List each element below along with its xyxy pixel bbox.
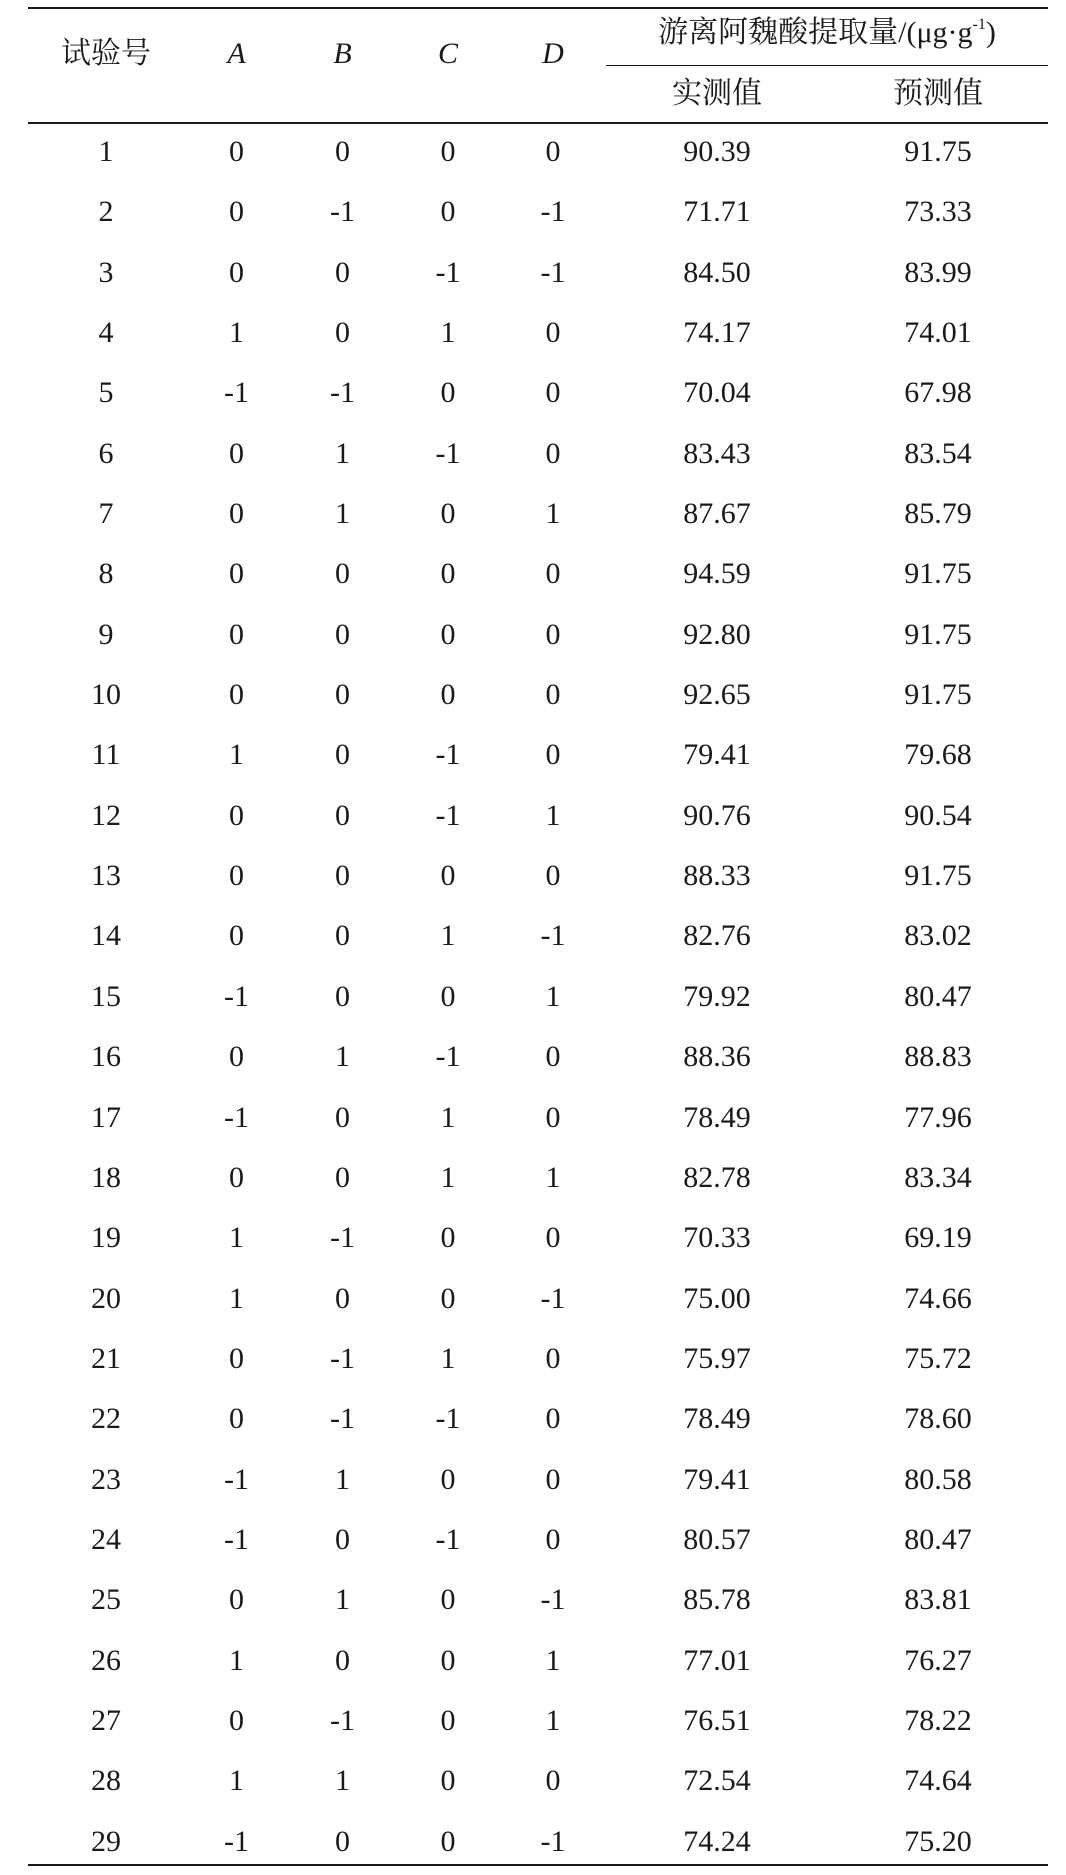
cell-factor-c: 0 — [440, 979, 456, 1013]
cell-factor-a: 0 — [229, 617, 244, 651]
cell-factor-b: 0 — [335, 557, 350, 591]
header-group-text: 游离阿魏酸提取量/(μg·g — [658, 16, 973, 49]
cell-measured-value: 71.71 — [683, 195, 751, 229]
cell-factor-a: 1 — [229, 1764, 244, 1798]
cell-factor-a: 0 — [229, 678, 244, 712]
header-group-rule — [606, 65, 1048, 66]
cell-factor-c: -1 — [435, 1402, 461, 1436]
table-row — [28, 605, 1048, 665]
cell-predicted-value: 91.75 — [904, 617, 972, 651]
header-measured-value: 实测值 — [672, 77, 762, 110]
cell-factor-c: 0 — [440, 1281, 456, 1315]
cell-factor-a: 1 — [229, 1643, 244, 1677]
cell-factor-b: 0 — [335, 1160, 350, 1194]
cell-measured-value: 94.59 — [683, 557, 751, 591]
cell-trial-number: 23 — [91, 1462, 121, 1496]
cell-trial-number: 22 — [91, 1402, 121, 1436]
table-row — [28, 846, 1048, 906]
cell-factor-c: 0 — [440, 135, 456, 168]
cell-trial-number: 26 — [91, 1643, 121, 1677]
cell-factor-a: 0 — [229, 919, 244, 953]
cell-trial-number: 8 — [98, 557, 114, 591]
table-row — [28, 1812, 1048, 1872]
cell-factor-b: -1 — [330, 1703, 355, 1737]
cell-factor-a: -1 — [224, 1522, 249, 1556]
cell-factor-a: 1 — [229, 316, 244, 350]
cell-measured-value: 72.54 — [683, 1764, 751, 1798]
cell-predicted-value: 91.75 — [904, 135, 972, 168]
cell-factor-a: 0 — [229, 859, 244, 893]
cell-factor-c: -1 — [435, 738, 461, 772]
cell-factor-d: 0 — [545, 678, 561, 712]
cell-trial-number: 24 — [91, 1522, 121, 1556]
cell-factor-d: 0 — [545, 1040, 561, 1074]
cell-factor-b: 0 — [335, 1100, 350, 1134]
cell-measured-value: 79.41 — [683, 738, 751, 772]
cell-factor-d: 0 — [545, 859, 561, 893]
cell-predicted-value: 69.19 — [904, 1221, 972, 1255]
table-row — [28, 906, 1048, 966]
header-ferulic-acid-yield — [606, 17, 1048, 48]
cell-factor-c: 0 — [440, 1643, 456, 1677]
cell-factor-a: 1 — [229, 1281, 244, 1315]
table-row — [28, 665, 1048, 725]
cell-factor-b: 0 — [335, 255, 350, 289]
cell-factor-d: -1 — [540, 1583, 566, 1617]
cell-factor-d: 0 — [545, 738, 561, 772]
cell-factor-d: 0 — [545, 617, 561, 651]
cell-factor-b: 1 — [335, 1040, 350, 1074]
cell-measured-value: 87.67 — [683, 497, 751, 531]
table-row — [28, 1631, 1048, 1691]
cell-trial-number: 17 — [91, 1100, 121, 1134]
cell-factor-c: -1 — [435, 1522, 461, 1556]
header-trial-number: 试验号 — [61, 37, 151, 70]
cell-factor-b: 0 — [335, 859, 350, 893]
table-row — [28, 1570, 1048, 1630]
header-predicted-value: 预测值 — [893, 77, 983, 110]
cell-trial-number: 27 — [91, 1703, 121, 1737]
table-row — [28, 725, 1048, 785]
cell-factor-b: -1 — [330, 1341, 355, 1375]
cell-predicted-value: 80.47 — [904, 979, 972, 1013]
cell-factor-a: 0 — [229, 798, 244, 832]
cell-trial-number: 7 — [98, 497, 114, 531]
cell-measured-value: 82.78 — [683, 1160, 751, 1194]
cell-factor-a: 0 — [229, 1160, 244, 1194]
table-row — [28, 182, 1048, 242]
cell-factor-d: -1 — [540, 1824, 566, 1858]
cell-factor-b: 0 — [335, 617, 350, 651]
cell-predicted-value: 78.60 — [904, 1402, 972, 1436]
header-factor-c: C — [437, 37, 458, 70]
cell-trial-number: 3 — [98, 255, 114, 289]
cell-measured-value: 74.24 — [683, 1824, 751, 1858]
cell-factor-c: -1 — [435, 798, 461, 832]
cell-measured-value: 82.76 — [683, 919, 751, 953]
cell-factor-c: 0 — [440, 859, 456, 893]
cell-predicted-value: 74.01 — [904, 316, 972, 350]
cell-factor-a: 0 — [229, 135, 244, 168]
cell-factor-d: -1 — [540, 1281, 566, 1315]
cell-factor-d: 0 — [545, 436, 561, 470]
cell-factor-a: 0 — [229, 497, 244, 531]
cell-factor-a: 0 — [229, 1040, 244, 1074]
cell-factor-d: 0 — [545, 1341, 561, 1375]
cell-factor-c: 1 — [440, 1341, 456, 1375]
cell-factor-c: -1 — [435, 255, 461, 289]
table-row — [28, 786, 1048, 846]
table-row — [28, 1088, 1048, 1148]
cell-factor-b: 0 — [335, 316, 350, 350]
cell-predicted-value: 80.58 — [904, 1462, 972, 1496]
table-row — [28, 303, 1048, 363]
table-row — [28, 363, 1048, 423]
table-row — [28, 1691, 1048, 1751]
cell-trial-number: 20 — [91, 1281, 121, 1315]
table-row — [28, 544, 1048, 604]
cell-measured-value: 79.92 — [683, 979, 751, 1013]
header-factor-d: D — [542, 37, 564, 70]
cell-factor-d: 0 — [545, 1221, 561, 1255]
cell-measured-value: 75.97 — [683, 1341, 751, 1375]
cell-factor-a: 0 — [229, 436, 244, 470]
table-row — [28, 484, 1048, 544]
table-body — [28, 122, 1048, 1872]
cell-measured-value: 92.65 — [683, 678, 751, 712]
cell-predicted-value: 91.75 — [904, 678, 972, 712]
cell-measured-value: 83.43 — [683, 436, 751, 470]
cell-measured-value: 92.80 — [683, 617, 751, 651]
cell-factor-b: -1 — [330, 195, 355, 229]
cell-factor-b: 0 — [335, 1643, 350, 1677]
cell-factor-c: 0 — [440, 678, 456, 712]
cell-factor-b: 0 — [335, 135, 350, 168]
header-factor-a: A — [227, 37, 246, 70]
cell-factor-a: -1 — [224, 1462, 249, 1496]
cell-predicted-value: 79.68 — [904, 738, 972, 772]
cell-factor-c: 0 — [440, 376, 456, 410]
cell-factor-a: 0 — [229, 255, 244, 289]
cell-trial-number: 12 — [91, 798, 121, 832]
cell-factor-c: 0 — [440, 1764, 456, 1798]
cell-trial-number: 28 — [91, 1764, 121, 1798]
cell-measured-value: 70.33 — [683, 1221, 751, 1255]
cell-measured-value: 90.76 — [683, 798, 751, 832]
table-row — [28, 243, 1048, 303]
table-row — [28, 1751, 1048, 1811]
cell-factor-d: 1 — [545, 1643, 561, 1677]
table-row — [28, 1027, 1048, 1087]
cell-factor-b: 0 — [335, 919, 350, 953]
cell-factor-c: 0 — [440, 1462, 456, 1496]
cell-predicted-value: 80.47 — [904, 1522, 972, 1556]
cell-trial-number: 2 — [98, 195, 114, 229]
header-factor-b: B — [333, 37, 352, 70]
cell-trial-number: 21 — [91, 1341, 121, 1375]
cell-predicted-value: 74.66 — [904, 1281, 972, 1315]
cell-predicted-value: 90.54 — [904, 798, 972, 832]
cell-factor-d: 1 — [545, 497, 561, 531]
table-row — [28, 1389, 1048, 1449]
cell-factor-b: 1 — [335, 497, 350, 531]
cell-factor-d: -1 — [540, 919, 566, 953]
cell-factor-b: -1 — [330, 1221, 355, 1255]
cell-factor-c: 0 — [440, 1824, 456, 1858]
table-row — [28, 424, 1048, 484]
cell-predicted-value: 88.83 — [904, 1040, 972, 1074]
cell-trial-number: 11 — [91, 738, 121, 772]
cell-factor-d: 0 — [545, 316, 561, 350]
cell-factor-b: 0 — [335, 798, 350, 832]
table-row — [28, 1329, 1048, 1389]
cell-factor-c: -1 — [435, 436, 461, 470]
cell-factor-d: 1 — [545, 1160, 561, 1194]
table-row — [28, 1269, 1048, 1329]
cell-factor-c: -1 — [435, 1040, 461, 1074]
cell-predicted-value: 83.02 — [904, 919, 972, 953]
cell-measured-value: 79.41 — [683, 1462, 751, 1496]
cell-factor-a: -1 — [224, 1100, 249, 1134]
cell-factor-b: 1 — [335, 1583, 350, 1617]
cell-predicted-value: 91.75 — [904, 859, 972, 893]
cell-trial-number: 14 — [91, 919, 121, 953]
cell-measured-value: 78.49 — [683, 1402, 751, 1436]
cell-factor-b: -1 — [330, 376, 355, 410]
cell-factor-c: 0 — [440, 1583, 456, 1617]
cell-trial-number: 4 — [98, 316, 114, 350]
cell-measured-value: 88.33 — [683, 859, 751, 893]
cell-factor-d: 0 — [545, 1522, 561, 1556]
cell-predicted-value: 73.33 — [904, 195, 972, 229]
cell-measured-value: 88.36 — [683, 1040, 751, 1074]
cell-factor-b: 0 — [335, 738, 350, 772]
cell-trial-number: 13 — [91, 859, 121, 893]
cell-factor-a: 0 — [229, 1402, 244, 1436]
cell-measured-value: 74.17 — [683, 316, 751, 350]
table-row — [28, 1450, 1048, 1510]
cell-measured-value: 76.51 — [683, 1703, 751, 1737]
cell-measured-value: 84.50 — [683, 255, 751, 289]
cell-factor-a: -1 — [224, 979, 249, 1013]
cell-trial-number: 5 — [98, 376, 114, 410]
table-bottom-rule — [28, 1864, 1048, 1866]
cell-factor-d: 0 — [545, 1462, 561, 1496]
header-group-superscript: -1 — [972, 16, 986, 33]
cell-trial-number: 29 — [91, 1824, 121, 1858]
cell-factor-a: 0 — [229, 1341, 244, 1375]
cell-predicted-value: 91.75 — [904, 557, 972, 591]
table-row — [28, 1510, 1048, 1570]
cell-trial-number: 16 — [91, 1040, 121, 1074]
cell-factor-b: 0 — [335, 678, 350, 712]
cell-predicted-value: 75.20 — [904, 1824, 972, 1858]
cell-factor-a: -1 — [224, 376, 249, 410]
cell-factor-a: 0 — [229, 1583, 244, 1617]
table-row — [28, 967, 1048, 1027]
cell-predicted-value: 77.96 — [904, 1100, 972, 1134]
cell-factor-b: 0 — [335, 1281, 350, 1315]
cell-factor-c: 0 — [440, 497, 456, 531]
cell-trial-number: 19 — [91, 1221, 121, 1255]
cell-predicted-value: 83.81 — [904, 1583, 972, 1617]
cell-measured-value: 85.78 — [683, 1583, 751, 1617]
cell-factor-c: 0 — [440, 1703, 456, 1737]
table-top-rule — [28, 7, 1048, 9]
cell-factor-d: 1 — [545, 1703, 561, 1737]
cell-factor-c: 1 — [440, 919, 456, 953]
cell-factor-d: 1 — [545, 798, 561, 832]
cell-factor-c: 0 — [440, 195, 456, 229]
cell-measured-value: 90.39 — [683, 135, 751, 168]
cell-factor-c: 0 — [440, 1221, 456, 1255]
cell-predicted-value: 83.99 — [904, 255, 972, 289]
cell-factor-d: 0 — [545, 376, 561, 410]
cell-measured-value: 77.01 — [683, 1643, 751, 1677]
cell-factor-b: 0 — [335, 979, 350, 1013]
cell-measured-value: 75.00 — [683, 1281, 751, 1315]
cell-factor-b: 1 — [335, 1764, 350, 1798]
cell-predicted-value: 76.27 — [904, 1643, 972, 1677]
cell-measured-value: 78.49 — [683, 1100, 751, 1134]
cell-predicted-value: 78.22 — [904, 1703, 972, 1737]
cell-factor-b: 1 — [335, 436, 350, 470]
cell-trial-number: 9 — [98, 617, 114, 651]
cell-factor-d: -1 — [540, 195, 566, 229]
cell-factor-b: 1 — [335, 1462, 350, 1496]
table-row — [28, 1148, 1048, 1208]
cell-predicted-value: 85.79 — [904, 497, 972, 531]
cell-factor-b: 0 — [335, 1824, 350, 1858]
cell-factor-a: 0 — [229, 1703, 244, 1737]
cell-factor-d: -1 — [540, 255, 566, 289]
table-row — [28, 1208, 1048, 1268]
cell-factor-b: -1 — [330, 1402, 355, 1436]
cell-factor-a: 1 — [229, 738, 244, 772]
cell-factor-d: 0 — [545, 1402, 561, 1436]
cell-factor-a: 0 — [229, 195, 244, 229]
cell-trial-number: 6 — [98, 436, 114, 470]
cell-factor-d: 0 — [545, 1764, 561, 1798]
cell-predicted-value: 67.98 — [904, 376, 972, 410]
cell-factor-a: -1 — [224, 1824, 249, 1858]
cell-trial-number: 1 — [98, 135, 114, 168]
cell-predicted-value: 75.72 — [904, 1341, 972, 1375]
cell-predicted-value: 74.64 — [904, 1764, 972, 1798]
cell-factor-d: 0 — [545, 557, 561, 591]
cell-trial-number: 10 — [91, 678, 121, 712]
cell-predicted-value: 83.54 — [904, 436, 972, 470]
cell-factor-c: 1 — [440, 1160, 456, 1194]
cell-predicted-value: 83.34 — [904, 1160, 972, 1194]
table-row — [28, 122, 1048, 182]
cell-factor-a: 1 — [229, 1221, 244, 1255]
cell-factor-c: 0 — [440, 617, 456, 651]
cell-factor-c: 1 — [440, 316, 456, 350]
cell-factor-d: 0 — [545, 135, 561, 168]
cell-factor-c: 1 — [440, 1100, 456, 1134]
cell-measured-value: 70.04 — [683, 376, 751, 410]
header-group-close: ) — [985, 16, 996, 49]
cell-factor-b: 0 — [335, 1522, 350, 1556]
cell-factor-a: 0 — [229, 557, 244, 591]
cell-measured-value: 80.57 — [683, 1522, 751, 1556]
cell-factor-d: 0 — [545, 1100, 561, 1134]
cell-trial-number: 15 — [91, 979, 121, 1013]
cell-trial-number: 25 — [91, 1583, 121, 1617]
cell-trial-number: 18 — [91, 1160, 121, 1194]
cell-factor-d: 1 — [545, 979, 561, 1013]
cell-factor-c: 0 — [440, 557, 456, 591]
